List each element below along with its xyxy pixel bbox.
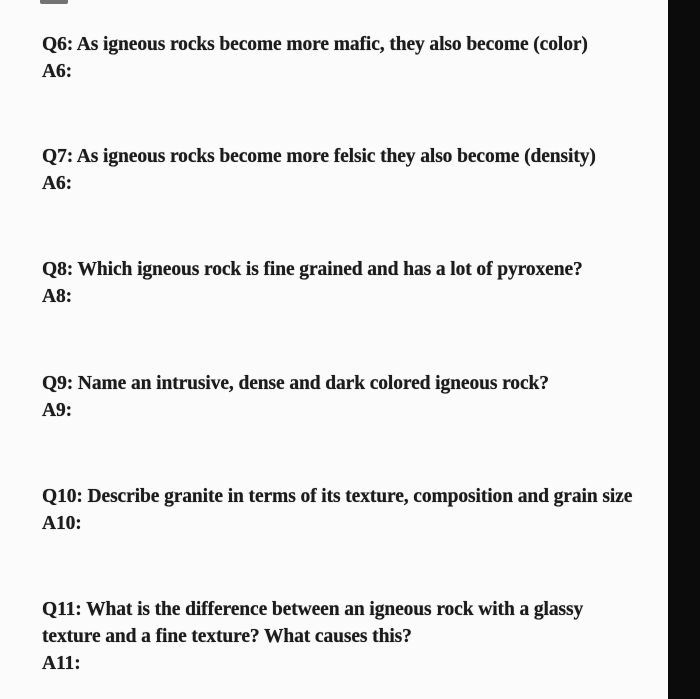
- cropped-text-fragment: [40, 0, 68, 4]
- question-text: Q8: Which igneous rock is fine grained and has a lot of pyroxene?: [42, 259, 583, 280]
- question-text: Q10: Describe granite in terms of its texture, composition and grain size: [42, 486, 633, 507]
- answer-label: A10:: [42, 513, 82, 534]
- answer-label: A8:: [42, 286, 73, 307]
- screen-edge-bar: [668, 0, 700, 699]
- question-text: Q6: As igneous rocks become more mafic, they also become (color): [42, 34, 588, 55]
- question-text: Q11: What is the difference between an igneous rock with a glassy texture and a fine texture? What causes this?: [42, 599, 584, 647]
- question-text: Q7: As igneous rocks become more felsic they also become (density): [42, 146, 596, 167]
- question-block-q7: [42, 143, 642, 197]
- question-block-q6: [42, 31, 642, 85]
- answer-label: A6:: [42, 173, 73, 194]
- answer-label: A11:: [42, 653, 81, 674]
- question-text: Q9: Name an intrusive, dense and dark colored igneous rock?: [42, 373, 549, 394]
- answer-label: A9:: [42, 400, 73, 421]
- question-block-q8: [42, 256, 642, 310]
- question-block-q11: [42, 596, 642, 677]
- answer-label: A6:: [42, 61, 73, 82]
- question-block-q10: [42, 483, 642, 537]
- question-block-q9: [42, 370, 642, 424]
